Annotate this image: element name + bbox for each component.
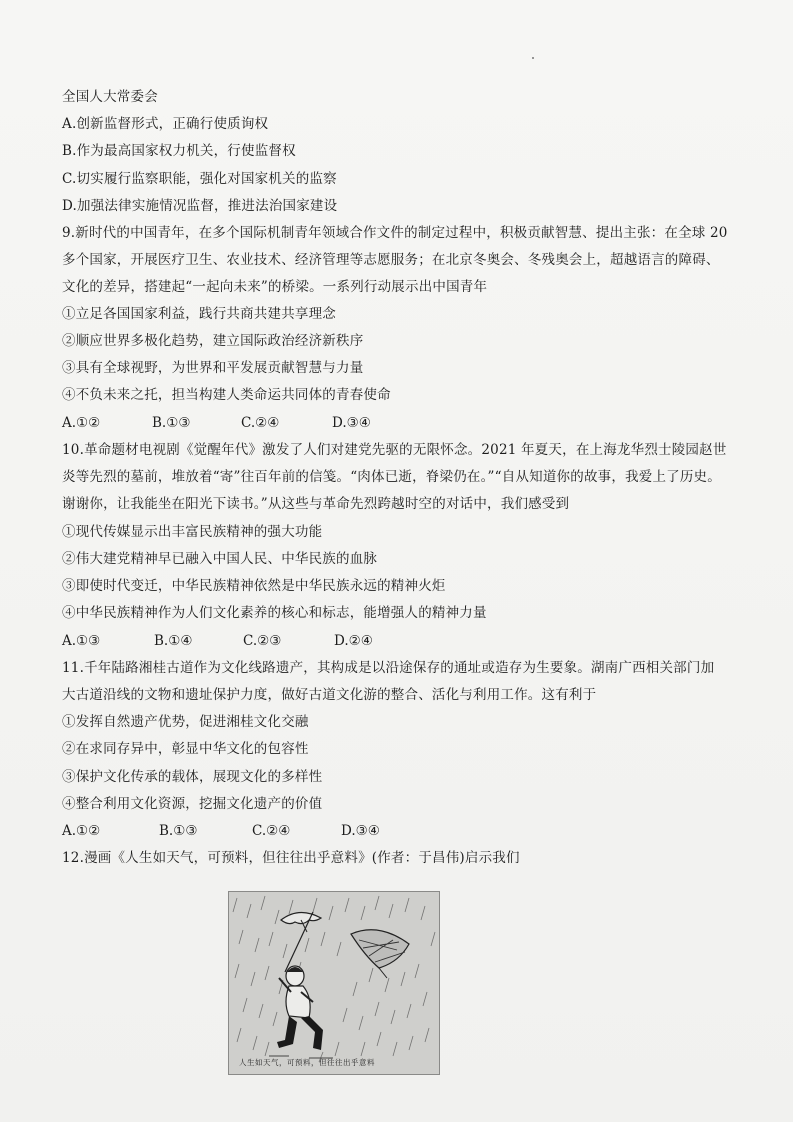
- comic-caption: 人生如天气，可预料，但往往出乎意料: [239, 1058, 375, 1067]
- comic-drawing: [229, 892, 440, 1075]
- q9-choice-b: B.①③: [152, 415, 191, 431]
- q10-choice-c: C.②③: [243, 633, 282, 649]
- q10-stem-line-2: 炎等先烈的墓前，堆放着“寄”往百年前的信笺。“肉体已逝，脊梁仍在。”“自从知道你的故事，我爱上了历史。: [62, 469, 721, 485]
- q9-choice-c: C.②④: [241, 415, 280, 431]
- q8-option-b: B.作为最高国家权力机关，行使监督权: [62, 143, 296, 159]
- q10-item-3: ③即使时代变迁，中华民族精神依然是中华民族永远的精神火炬: [62, 578, 446, 594]
- q8-option-d: D.加强法律实施情况监督，推进法治国家建设: [62, 198, 338, 214]
- q9-stem-line-2: 多个国家，开展医疗卫生、农业技术、经济管理等志愿服务；在北京冬奥会、冬残奥会上，超越语言的障碍、: [62, 252, 720, 268]
- q9-choice-d: D.③④: [332, 415, 371, 431]
- q10-stem-line-1: 10.革命题材电视剧《觉醒年代》激发了人们对建党先驱的无限怀念。2021 年夏天，在上海龙华烈士陵园赵世: [62, 442, 727, 458]
- q9-item-4: ④不负未来之托，担当构建人类命运共同体的青春使命: [62, 387, 391, 403]
- q10-item-1: ①现代传媒显示出丰富民族精神的强大功能: [62, 524, 323, 540]
- q8-option-c: C.切实履行监察职能，强化对国家机关的监察: [62, 171, 337, 187]
- q11-choices: [62, 822, 380, 840]
- q10-stem-line-3: 谢谢你，让我能坐在阳光下读书。”从这些与革命先烈跨越时空的对话中，我们感受到: [62, 496, 570, 512]
- q11-choice-a: A.①②: [62, 823, 101, 839]
- q11-stem-line-1: 11.千年陆路湘桂古道作为文化线路遗产，其构成是以沿途保存的通址或造存为生要象。湖南广西相关部门加: [62, 660, 715, 676]
- q10-item-4: ④中华民族精神作为人们文化素养的核心和标志，能增强人的精神力量: [62, 605, 487, 621]
- q10-choice-a: A.①③: [62, 633, 101, 649]
- q8-option-a: A.创新监督形式，正确行使质询权: [62, 116, 269, 132]
- q8-stem-tail: 全国人大常委会: [62, 89, 158, 105]
- q11-choice-d: D.③④: [341, 823, 380, 839]
- q11-item-2: ②在求同存异中，彰显中华文化的包容性: [62, 741, 309, 757]
- q10-choices: [62, 632, 373, 650]
- q10-item-2: ②伟大建党精神早已融入中国人民、中华民族的血脉: [62, 551, 378, 567]
- q9-stem-line-3: 文化的差异，搭建起“一起向未来”的桥梁。一系列行动展示出中国青年: [62, 279, 488, 295]
- comic-illustration: [228, 891, 440, 1075]
- q11-choice-c: C.②④: [252, 823, 291, 839]
- running-man-figure: [277, 912, 323, 1050]
- rain-streaks: [233, 896, 435, 1062]
- q9-item-1: ①立足各国国家利益，践行共商共建共享理念: [62, 306, 336, 322]
- q11-item-1: ①发挥自然遗产优势，促进湘桂文化交融: [62, 714, 309, 730]
- q9-stem-line-1: 9.新时代的中国青年，在多个国际机制青年领域合作文件的制定过程中，积极贡献智慧、提出主张：在全球 20: [62, 225, 728, 241]
- q12-stem: 12.漫画《人生如天气，可预料，但往往出乎意料》(作者：于昌伟)启示我们: [62, 850, 520, 866]
- q11-stem-line-2: 大古道沿线的文物和遗址保护力度，做好古道文化游的整合、活化与利用工作。这有利于: [62, 687, 597, 703]
- q9-choices: [62, 414, 371, 432]
- scan-speck: [532, 57, 534, 59]
- q9-choice-a: A.①②: [62, 415, 101, 431]
- q10-choice-b: B.①④: [154, 633, 193, 649]
- q10-choice-d: D.②④: [334, 633, 373, 649]
- inverted-umbrella-icon: [351, 930, 409, 978]
- q9-item-3: ③具有全球视野，为世界和平发展贡献智慧与力量: [62, 360, 364, 376]
- q11-choice-b: B.①③: [159, 823, 198, 839]
- q11-item-4: ④整合利用文化资源，挖掘文化遗产的价值: [62, 796, 323, 812]
- q9-item-2: ②顺应世界多极化趋势，建立国际政治经济新秩序: [62, 333, 364, 349]
- flying-umbrella-icon: [281, 912, 321, 923]
- q11-item-3: ③保护文化传承的载体，展现文化的多样性: [62, 769, 323, 785]
